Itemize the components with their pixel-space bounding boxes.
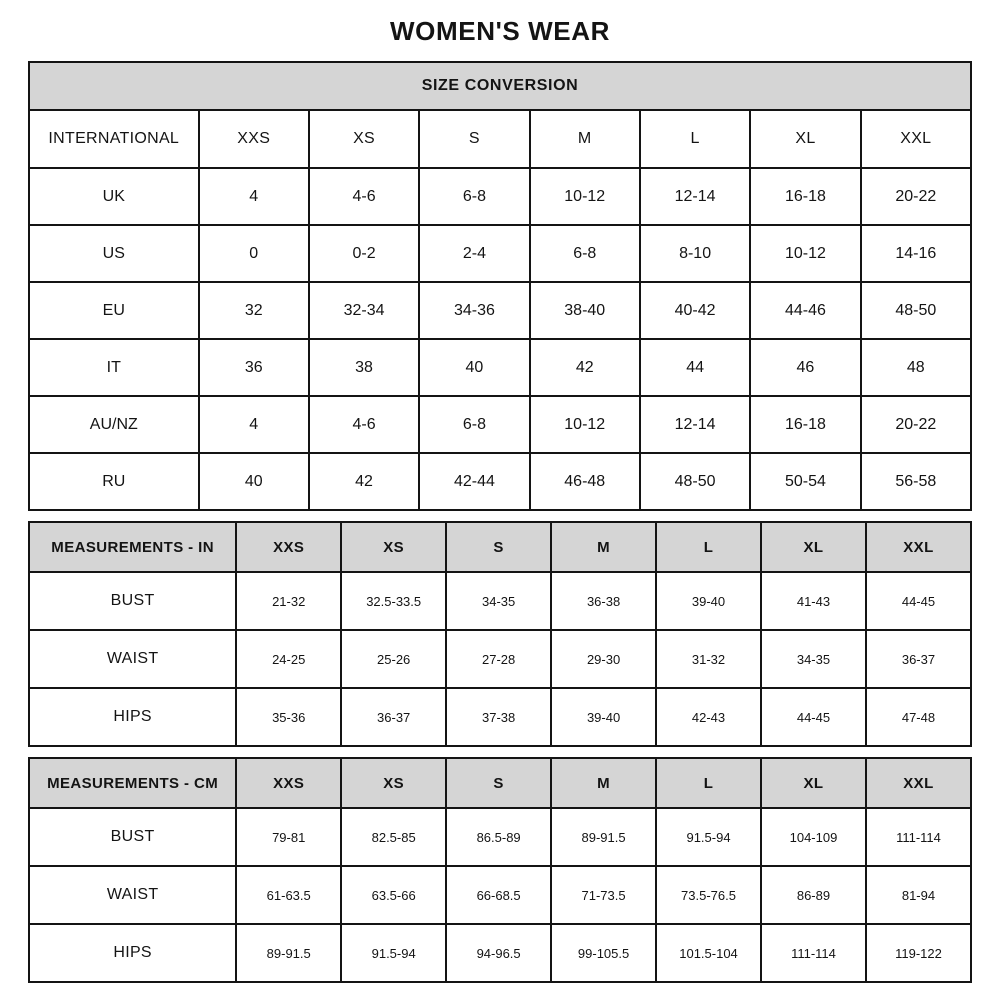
table-row xyxy=(29,808,971,866)
table-cell: 44-45 xyxy=(866,572,971,630)
column-header-xxs: XXS xyxy=(199,110,309,168)
column-header-xxl: XXL xyxy=(866,522,971,572)
table-cell: 66-68.5 xyxy=(446,866,551,924)
row-label-it: IT xyxy=(29,339,199,396)
table-cell: 31-32 xyxy=(656,630,761,688)
table-cell: 101.5-104 xyxy=(656,924,761,982)
table-cell: 4-6 xyxy=(309,168,419,225)
column-header-s: S xyxy=(419,110,529,168)
table-cell: 111-114 xyxy=(761,924,866,982)
table-cell: 32-34 xyxy=(309,282,419,339)
table-cell: 38 xyxy=(309,339,419,396)
row-label-aunz: AU/NZ xyxy=(29,396,199,453)
column-header-xxs: XXS xyxy=(236,758,341,808)
table-row xyxy=(29,225,971,282)
size-conversion-banner: SIZE CONVERSION xyxy=(29,62,971,110)
page-title: WOMEN'S WEAR xyxy=(390,16,610,46)
table-cell: 56-58 xyxy=(861,453,971,510)
table-cell: 21-32 xyxy=(236,572,341,630)
table-cell: 8-10 xyxy=(640,225,750,282)
table-cell: 91.5-94 xyxy=(656,808,761,866)
table-cell: 34-35 xyxy=(761,630,866,688)
column-header-measurements-cm: MEASUREMENTS - CM xyxy=(29,758,236,808)
table-cell: 91.5-94 xyxy=(341,924,446,982)
column-header-xs: XS xyxy=(341,758,446,808)
table-cell: 63.5-66 xyxy=(341,866,446,924)
column-header-m: M xyxy=(551,522,656,572)
table-cell: 36-38 xyxy=(551,572,656,630)
table-cell: 34-35 xyxy=(446,572,551,630)
table-cell: 40-42 xyxy=(640,282,750,339)
table-row xyxy=(29,453,971,510)
column-header-xl: XL xyxy=(761,522,866,572)
table-cell: 48-50 xyxy=(640,453,750,510)
table-cell: 119-122 xyxy=(866,924,971,982)
table-cell: 29-30 xyxy=(551,630,656,688)
table-cell: 4 xyxy=(199,168,309,225)
table-cell: 20-22 xyxy=(861,168,971,225)
table-cell: 61-63.5 xyxy=(236,866,341,924)
row-label-hips: HIPS xyxy=(29,924,236,982)
table-cell: 89-91.5 xyxy=(236,924,341,982)
measurements-in-table xyxy=(28,521,972,747)
column-header-xxl: XXL xyxy=(866,758,971,808)
column-header-m: M xyxy=(551,758,656,808)
row-label-eu: EU xyxy=(29,282,199,339)
column-header-l: L xyxy=(656,758,761,808)
table-cell: 12-14 xyxy=(640,396,750,453)
row-label-ru: RU xyxy=(29,453,199,510)
table-cell: 42-44 xyxy=(419,453,529,510)
table-cell: 20-22 xyxy=(861,396,971,453)
table-cell: 2-4 xyxy=(419,225,529,282)
table-cell: 12-14 xyxy=(640,168,750,225)
table-cell: 44-46 xyxy=(750,282,860,339)
table-cell: 0 xyxy=(199,225,309,282)
column-header-xs: XS xyxy=(341,522,446,572)
measurements-cm-table xyxy=(28,757,972,983)
table-cell: 39-40 xyxy=(551,688,656,746)
table-cell: 94-96.5 xyxy=(446,924,551,982)
column-header-xl: XL xyxy=(761,758,866,808)
row-label-waist: WAIST xyxy=(29,630,236,688)
table-row xyxy=(29,396,971,453)
table-cell: 82.5-85 xyxy=(341,808,446,866)
table-cell: 71-73.5 xyxy=(551,866,656,924)
table-cell: 6-8 xyxy=(419,396,529,453)
row-label-bust: BUST xyxy=(29,808,236,866)
table-cell: 6-8 xyxy=(530,225,640,282)
column-header-xxl: XXL xyxy=(861,110,971,168)
table-cell: 24-25 xyxy=(236,630,341,688)
table-cell: 36-37 xyxy=(866,630,971,688)
table-row xyxy=(29,522,971,572)
row-label-us: US xyxy=(29,225,199,282)
table-cell: 104-109 xyxy=(761,808,866,866)
table-cell: 16-18 xyxy=(750,168,860,225)
table-cell: 79-81 xyxy=(236,808,341,866)
table-row xyxy=(29,630,971,688)
table-row xyxy=(29,110,971,168)
table-cell: 4 xyxy=(199,396,309,453)
table-cell: 99-105.5 xyxy=(551,924,656,982)
table-row xyxy=(29,924,971,982)
table-cell: 86.5-89 xyxy=(446,808,551,866)
row-label-waist: WAIST xyxy=(29,866,236,924)
table-cell: 86-89 xyxy=(761,866,866,924)
table-cell: 46-48 xyxy=(530,453,640,510)
column-header-l: L xyxy=(656,522,761,572)
row-label-hips: HIPS xyxy=(29,688,236,746)
table-cell: 32 xyxy=(199,282,309,339)
table-cell: 34-36 xyxy=(419,282,529,339)
table-cell: 46 xyxy=(750,339,860,396)
table-cell: 48-50 xyxy=(861,282,971,339)
table-cell: 10-12 xyxy=(530,396,640,453)
table-cell: 32.5-33.5 xyxy=(341,572,446,630)
table-cell: 42 xyxy=(530,339,640,396)
table-cell: 14-16 xyxy=(861,225,971,282)
table-row xyxy=(29,688,971,746)
column-header-measurements-in: MEASUREMENTS - IN xyxy=(29,522,236,572)
table-cell: 35-36 xyxy=(236,688,341,746)
table-cell: 81-94 xyxy=(866,866,971,924)
table-cell: 10-12 xyxy=(750,225,860,282)
table-cell: 73.5-76.5 xyxy=(656,866,761,924)
table-row xyxy=(29,282,971,339)
row-label-uk: UK xyxy=(29,168,199,225)
table-row xyxy=(29,62,971,110)
table-row xyxy=(29,758,971,808)
table-cell: 10-12 xyxy=(530,168,640,225)
table-cell: 42-43 xyxy=(656,688,761,746)
table-cell: 41-43 xyxy=(761,572,866,630)
size-conversion-table xyxy=(28,61,972,511)
table-cell: 25-26 xyxy=(341,630,446,688)
row-label-bust: BUST xyxy=(29,572,236,630)
column-header-xl: XL xyxy=(750,110,860,168)
table-cell: 40 xyxy=(199,453,309,510)
table-cell: 16-18 xyxy=(750,396,860,453)
table-cell: 27-28 xyxy=(446,630,551,688)
table-cell: 40 xyxy=(419,339,529,396)
table-cell: 44-45 xyxy=(761,688,866,746)
table-cell: 50-54 xyxy=(750,453,860,510)
table-cell: 6-8 xyxy=(419,168,529,225)
table-cell: 42 xyxy=(309,453,419,510)
table-row xyxy=(29,168,971,225)
column-header-s: S xyxy=(446,758,551,808)
table-cell: 89-91.5 xyxy=(551,808,656,866)
table-row xyxy=(29,339,971,396)
table-cell: 36-37 xyxy=(341,688,446,746)
table-cell: 44 xyxy=(640,339,750,396)
column-header-international: INTERNATIONAL xyxy=(29,110,199,168)
table-cell: 4-6 xyxy=(309,396,419,453)
table-row xyxy=(29,866,971,924)
column-header-s: S xyxy=(446,522,551,572)
table-cell: 0-2 xyxy=(309,225,419,282)
column-header-m: M xyxy=(530,110,640,168)
table-cell: 37-38 xyxy=(446,688,551,746)
table-cell: 48 xyxy=(861,339,971,396)
table-row xyxy=(29,572,971,630)
table-cell: 38-40 xyxy=(530,282,640,339)
column-header-xxs: XXS xyxy=(236,522,341,572)
column-header-xs: XS xyxy=(309,110,419,168)
table-cell: 47-48 xyxy=(866,688,971,746)
table-cell: 36 xyxy=(199,339,309,396)
column-header-l: L xyxy=(640,110,750,168)
table-cell: 39-40 xyxy=(656,572,761,630)
table-cell: 111-114 xyxy=(866,808,971,866)
